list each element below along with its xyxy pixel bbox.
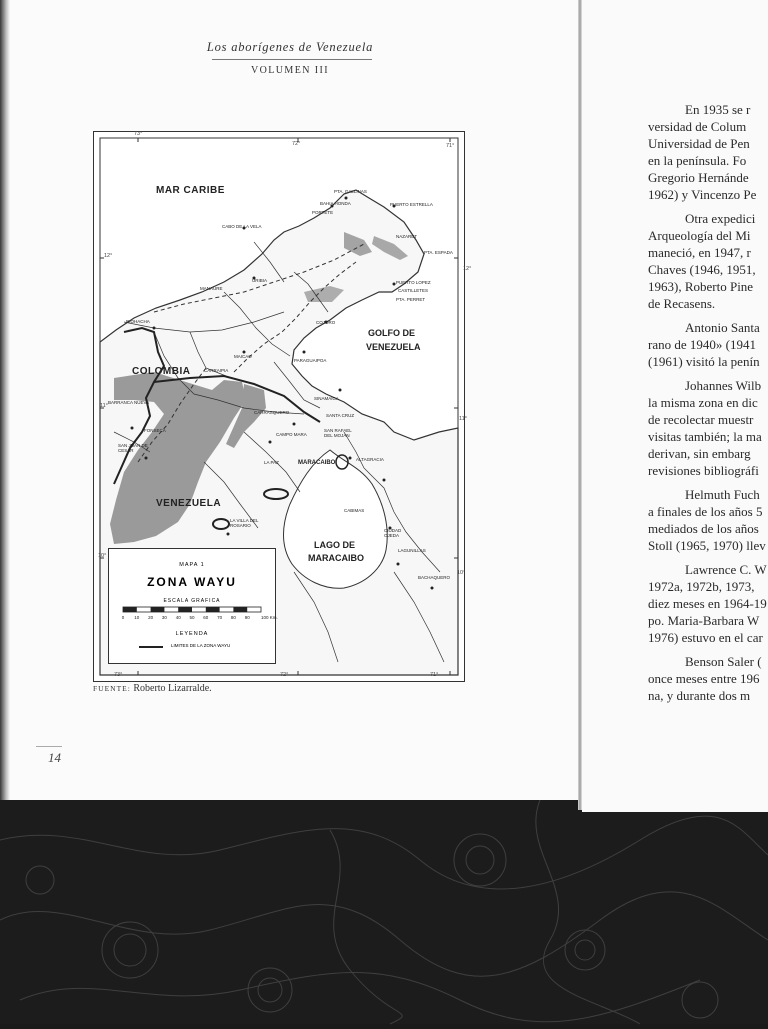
scale-tick-label: 70 [217, 615, 223, 620]
scale-tick-label: 20 [148, 615, 154, 620]
label-pta-perret: PTA. PERRET [396, 297, 426, 302]
label-mar-caribe: MAR CARIBE [156, 185, 225, 196]
coord-right-11: 11° [459, 416, 467, 422]
text-line: maneció, en 1947, r [648, 245, 751, 260]
label-ciudad-ojeda: CIUDAD OJEDA [384, 528, 402, 538]
label-la-villa-del-rosario: LA VILLA DEL ROSARIO [230, 518, 259, 528]
text-line: 1963), Roberto Pine [648, 279, 754, 294]
label-lago-maracaibo: MARACAIBO [308, 553, 364, 563]
background-scan-map [0, 800, 768, 1024]
page-number: 14 [48, 750, 61, 765]
label-bahia-honda: BAHIA HONDA [320, 201, 351, 206]
coord-left-11: 11° [100, 403, 108, 409]
text-line: Gregorio Hernánde [648, 170, 749, 185]
label-carrasquero: CARRASQUERO [254, 410, 290, 415]
text-line: once meses entre 196 [648, 671, 760, 686]
label-cabo-de-la-vela: CABO DE LA VELA [222, 224, 262, 229]
coord-bottom-72: 72° [280, 672, 289, 678]
source-author: Roberto Lizarralde. [133, 683, 212, 694]
label-venezuela: VENEZUELA [156, 498, 222, 509]
page-edge-shadow [0, 0, 10, 800]
label-castilletes: CASTILLETES [398, 288, 429, 293]
text-line: Otra expedici [685, 211, 756, 226]
scale-tick-label: 40 [175, 615, 181, 620]
label-manaure: MANAURE [200, 286, 223, 291]
text-line: 1976) estuvo en el car [648, 630, 763, 645]
background-contour-lines [0, 800, 768, 1024]
label-puerto-lopez: PUERTO LOPEZ [396, 280, 431, 285]
coord-top-72: 72° [292, 141, 301, 147]
text-line: Stoll (1965, 1970) llev [648, 538, 766, 553]
label-cojoro: COJORO [316, 320, 336, 325]
label-cabimas: CABIMAS [344, 508, 365, 513]
text-line: de Recasens. [648, 296, 716, 311]
coord-left-10: 10° [98, 553, 107, 559]
text-line: Helmuth Fuch [685, 487, 760, 502]
text-line: Antonio Santa [685, 320, 760, 335]
text-line: Johannes Wilb [685, 378, 762, 393]
text-line: de recolectar muestr [648, 412, 754, 427]
label-colombia: COLOMBIA [132, 366, 191, 377]
coord-left-12: 12° [104, 253, 113, 259]
label-lago-de: LAGO DE [314, 540, 356, 550]
text-line: Arqueología del Mi [648, 228, 751, 243]
legend-scale-label: ESCALA GRAFICA [163, 598, 221, 604]
title-rule [212, 59, 372, 60]
legend-map-number: MAPA 1 [179, 562, 205, 568]
label-la-paz: LA PAZ [264, 460, 279, 465]
volume-label: VOLUMEN III [251, 65, 329, 76]
scale-tick-label: 0 [121, 615, 125, 620]
text-line: po. Maria-Barbara W [648, 613, 760, 628]
label-bachaquero: BACHAQUERO [418, 575, 451, 580]
label-fonseca: FONSECA [144, 428, 166, 433]
coord-bottom-73: 73° [114, 672, 123, 678]
text-line: a finales de los años 5 [648, 504, 763, 519]
text-line: en la península. Fo [648, 153, 747, 168]
coord-bottom-71: 71° [430, 672, 439, 678]
label-barranca-nueva: BARRANCA NUEVA [108, 400, 150, 405]
label-san-juan-de-cesar: SAN JUAN DE CESAR [118, 443, 148, 453]
scale-tick-label: 10 [134, 615, 140, 620]
legend-heading: LEYENDA [175, 631, 209, 637]
legend-title: ZONA WAYU [147, 575, 237, 589]
label-nazaret: NAZARET [396, 234, 418, 239]
label-pta-espada: PTA. ESPADA [424, 250, 453, 255]
scale-tick-label: 50 [189, 615, 195, 620]
text-line: 1962) y Vincenzo Pe [648, 187, 757, 202]
label-maicao: MAICAO [234, 354, 252, 359]
text-line: Universidad de Pen [648, 136, 750, 151]
coord-right-12: 12° [463, 266, 472, 272]
text-line: Benson Saler ( [685, 654, 762, 669]
map-legend [108, 548, 276, 664]
text-line: mediados de los años [648, 521, 759, 536]
label-altagracia: ALTAGRACIA [356, 457, 384, 462]
page-number-rule [36, 746, 62, 747]
coord-top-71: 71° [446, 143, 455, 149]
label-paraguaipoa: PARAGUAIPOA [294, 358, 327, 363]
label-lagunillas: LAGUNILLAS [398, 548, 426, 553]
text-line: derivan, sin embarg [648, 446, 751, 461]
label-puerto-estrella: PUERTO ESTRELLA [390, 202, 433, 207]
scale-tick-label: 100 Km. [261, 615, 278, 620]
text-line: revisiones bibliográfi [648, 463, 759, 478]
text-line: rano de 1940» (1941 [648, 337, 756, 352]
label-santa-cruz: SANTA CRUZ [326, 413, 355, 418]
coord-top-73: 73° [134, 131, 143, 137]
text-line: Lawrence C. W [685, 562, 767, 577]
label-sinamaica: SINAMAICA [314, 396, 339, 401]
text-line: na, y durante dos m [648, 688, 751, 703]
scale-bar [119, 606, 278, 626]
text-line: (1961) visitó la penín [648, 354, 760, 369]
text-line: versidad de Colum [648, 119, 747, 134]
label-golfo-de: GOLFO DE [368, 328, 415, 338]
coord-right-10: 10° [457, 570, 466, 576]
label-campo-mara: CAMPO MARA [276, 432, 307, 437]
label-riohacha: RIOHACHA [126, 319, 150, 324]
legend-boundary-line [139, 646, 163, 648]
label-pta-gallinas: PTA. GALLINAS [334, 189, 367, 194]
text-line: En 1935 se r [685, 102, 751, 117]
text-line: 1972a, 1972b, 1973, [648, 579, 755, 594]
label-maracaibo-city: MARACAIBO [298, 460, 336, 466]
source-prefix: FUENTE: [93, 684, 131, 693]
right-page [582, 0, 768, 812]
label-uribia: URIBIA [252, 278, 268, 283]
legend-boundary-label: LIMITES DE LA ZONA WAYU [171, 643, 231, 648]
scale-tick-label: 90 [244, 615, 250, 620]
text-line: diez meses en 1964-19 [648, 596, 767, 611]
running-title: Los aborígenes de Venezuela [206, 40, 374, 54]
map-source [93, 683, 212, 694]
zona-wayu-map [93, 131, 472, 682]
text-line: Chaves (1946, 1951, [648, 262, 756, 277]
scale-tick-label: 60 [203, 615, 209, 620]
label-carraipia: CARRAIPIA [204, 368, 229, 373]
scale-tick-label: 80 [230, 615, 236, 620]
text-line: la misma zona en dic [648, 395, 758, 410]
label-portete: PORTETE [312, 210, 334, 215]
text-line: visitas también; la ma [648, 429, 762, 444]
scale-tick-label: 30 [161, 615, 167, 620]
label-san-rafael-del-mojan: SAN RAFAEL DEL MOJAN [324, 428, 352, 438]
label-golfo-venezuela: VENEZUELA [366, 342, 421, 352]
